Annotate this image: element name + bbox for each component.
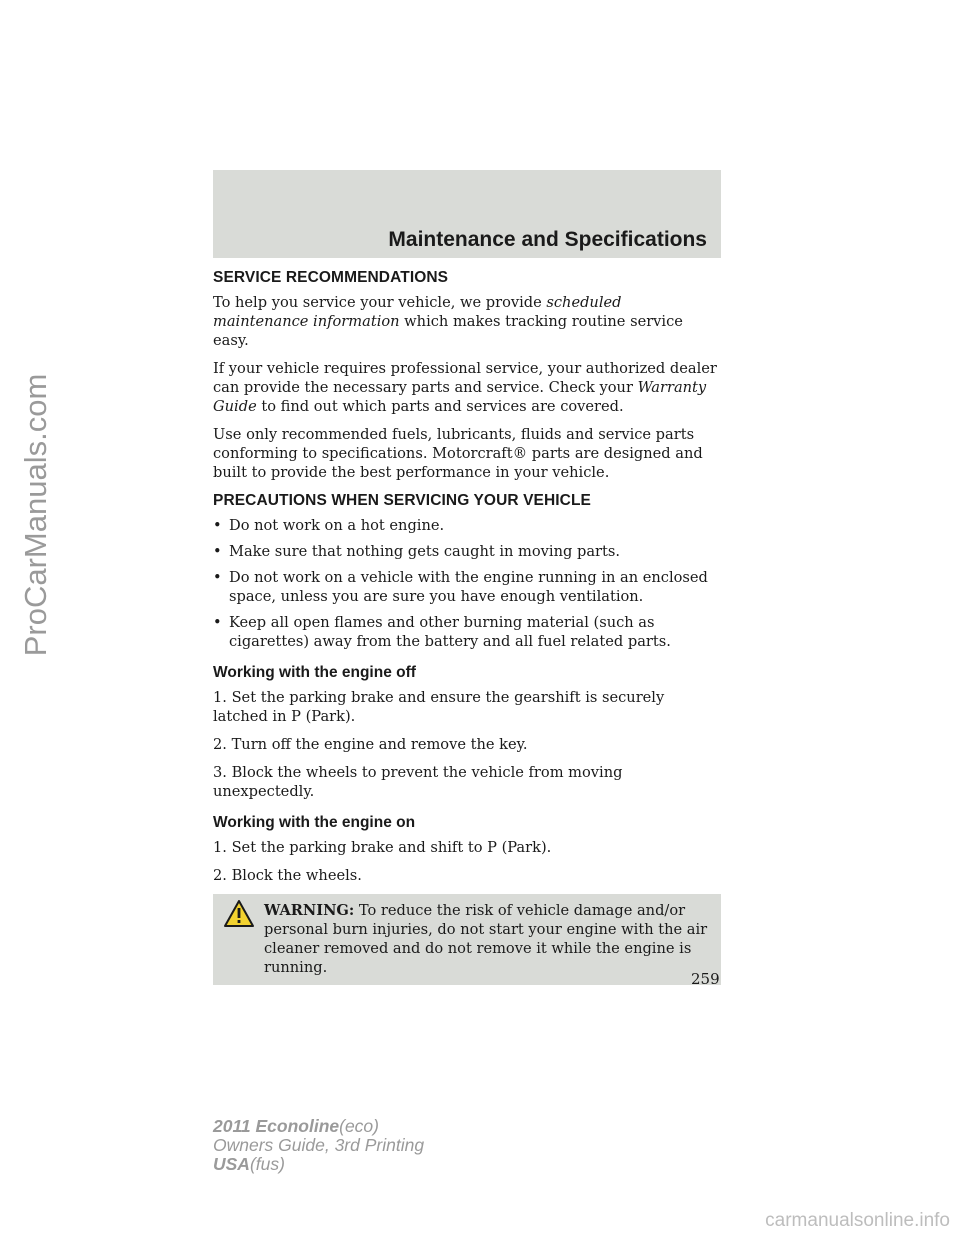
bullet-icon: • (213, 517, 222, 534)
text-run: which makes tracking routine service easy. (213, 313, 683, 349)
list-item (213, 568, 721, 606)
paragraph-service-intro (213, 293, 721, 350)
text-run: To help you service your vehicle, we provide (213, 294, 547, 311)
warning-box (213, 894, 721, 985)
step-item: 3. Block the wheels to prevent the vehicle from moving unexpectedly. (213, 764, 623, 800)
warning-body: To reduce the risk of vehicle damage and/or personal burn injuries, do not start your engine with the air cleaner removed and do not remove it while the engine is running. (264, 902, 708, 976)
footer-market-code: (fus) (249, 1154, 285, 1174)
emphasis-scheduled-maintenance: scheduled maintenance information (213, 294, 622, 330)
heading-service-recommendations: SERVICE RECOMMENDATIONS (213, 269, 449, 286)
step-item: 1. Set the parking brake and ensure the gearshift is securely latched in P (Park). (213, 689, 665, 725)
heading-precautions: PRECAUTIONS WHEN SERVICING YOUR VEHICLE (213, 492, 591, 509)
paragraph-recommended-parts: Use only recommended fuels, lubricants, fluids and service parts conforming to specifications. Motorcraft® parts are designed and built to provide the best performance in your vehicle. (213, 426, 703, 481)
heading-engine-on: Working with the engine on (213, 814, 416, 831)
text-run: to find out which parts and services are covered. (256, 398, 624, 415)
list-item-text: Make sure that nothing gets caught in moving parts. (229, 543, 620, 560)
footer-line-market (213, 1155, 424, 1174)
step-item: 2. Turn off the engine and remove the key. (213, 736, 528, 753)
list-item (213, 542, 721, 561)
bullet-icon: • (213, 543, 222, 560)
warning-text (221, 901, 713, 977)
footer-model-code: (eco) (339, 1116, 379, 1136)
emphasis-warranty-guide: Warranty Guide (213, 379, 707, 415)
step-item: 2. Block the wheels. (213, 867, 362, 884)
section-header-band (213, 170, 721, 258)
list-item-text: Do not work on a vehicle with the engine running in an enclosed space, unless you are sure you have enough ventilation. (229, 569, 708, 605)
text-run: If your vehicle requires professional service, your authorized dealer can provide the necessary parts and service. Check your (213, 360, 717, 396)
bottom-watermark: carmanualsonline.info (765, 1210, 950, 1231)
page-number: 259 (691, 970, 720, 988)
footer-market: USA (213, 1154, 250, 1174)
footer-model: 2011 Econoline (213, 1116, 340, 1136)
bullet-icon: • (213, 614, 222, 631)
warning-triangle-icon (223, 899, 255, 929)
footer-line-model (213, 1117, 424, 1136)
page-content (213, 268, 721, 985)
list-item (213, 613, 721, 651)
list-item (213, 516, 721, 535)
footer-print-info (213, 1117, 424, 1174)
side-watermark-text: ProCarManuals.com (18, 373, 53, 657)
paragraph-professional-service (213, 359, 721, 416)
section-title: Maintenance and Specifications (388, 228, 707, 251)
list-item-text: Do not work on a hot engine. (229, 517, 445, 534)
step-item: 1. Set the parking brake and shift to P (Park). (213, 839, 552, 856)
footer-line-printing: Owners Guide, 3rd Printing (213, 1135, 425, 1155)
warning-label: WARNING: (264, 902, 355, 919)
list-item-text: Keep all open flames and other burning material (such as cigarettes) away from the battery and all fuel related parts. (229, 614, 671, 650)
heading-engine-off: Working with the engine off (213, 664, 416, 681)
bullet-icon: • (213, 569, 222, 586)
